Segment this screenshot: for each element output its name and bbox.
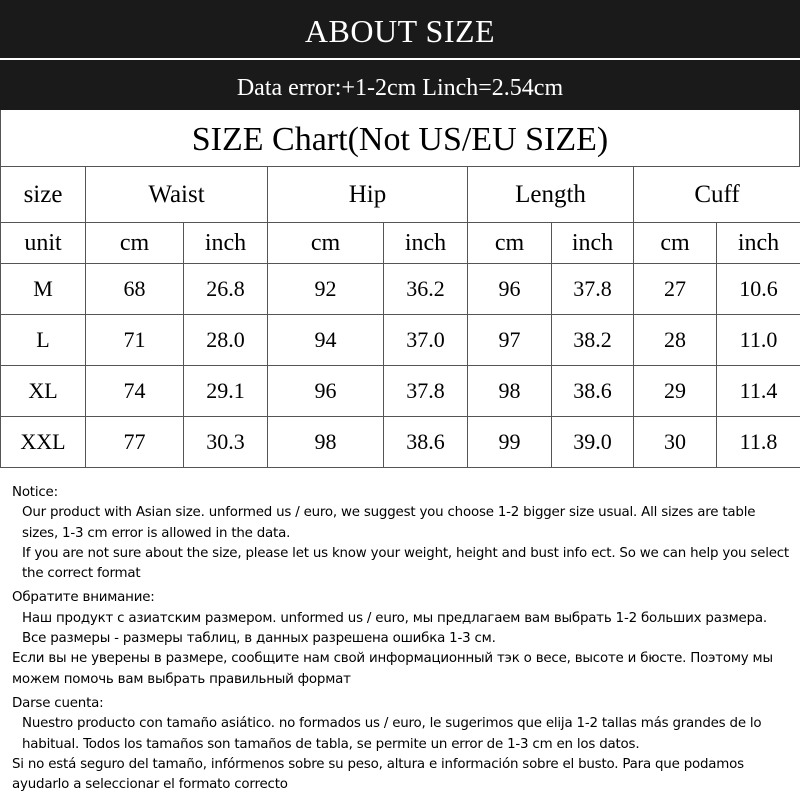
table-cell: 37.8 — [384, 366, 468, 417]
table-row — [1, 417, 800, 468]
table-cell: 36.2 — [384, 264, 468, 315]
group-header-waist: Waist — [86, 167, 268, 223]
size-column-header: size — [1, 167, 86, 223]
notice-paragraph: Our product with Asian size. unformed us / euro, we suggest you choose 1-2 bigger size usual. All sizes are table sizes, 1-3 cm error is allowed in the data. — [22, 505, 756, 541]
table-cell: 94 — [268, 315, 384, 366]
table-cell: 96 — [268, 366, 384, 417]
size-notes — [12, 483, 792, 799]
notice-russian — [12, 588, 792, 689]
banner-title: ABOUT SIZE — [0, 0, 800, 58]
table-cell: 29.1 — [184, 366, 268, 417]
table-cell: 98 — [268, 417, 384, 468]
group-header-hip: Hip — [268, 167, 468, 223]
unit-cell: cm — [268, 223, 384, 264]
notice-paragraph: If you are not sure about the size, please let us know your weight, height and bust info ect. So we can help you select the correct format — [22, 545, 789, 582]
size-label: M — [1, 264, 86, 315]
size-chart-table — [0, 166, 800, 468]
table-cell: 37.0 — [384, 315, 468, 366]
notice-heading: Обратите внимание: — [12, 590, 155, 606]
unit-label: unit — [1, 223, 86, 264]
table-cell: 99 — [468, 417, 552, 468]
size-label: XL — [1, 366, 86, 417]
banner-subtitle: Data error:+1-2cm Linch=2.54cm — [0, 60, 800, 110]
table-cell: 27 — [634, 264, 717, 315]
table-cell: 30 — [634, 417, 717, 468]
table-cell: 71 — [86, 315, 184, 366]
unit-cell: inch — [184, 223, 268, 264]
unit-cell: inch — [384, 223, 468, 264]
table-cell: 11.8 — [717, 417, 800, 468]
size-label: L — [1, 315, 86, 366]
table-cell: 97 — [468, 315, 552, 366]
table-cell: 77 — [86, 417, 184, 468]
notice-heading: Notice: — [12, 485, 58, 500]
table-cell: 11.4 — [717, 366, 800, 417]
unit-cell: cm — [634, 223, 717, 264]
table-cell: 74 — [86, 366, 184, 417]
table-cell: 11.0 — [717, 315, 800, 366]
notice-paragraph: Si no está seguro del tamaño, infórmenos sobre su peso, altura e información sobre el busto. Para que podamos ayudarlo a seleccionar el formato correcto — [12, 756, 744, 793]
chart-title: SIZE Chart(Not US/EU SIZE) — [0, 110, 800, 166]
table-header-row — [1, 167, 800, 223]
notice-paragraph: Наш продукт с азиатским размером. unformed us / euro, мы предлагаем вам выбрать 1-2 больших размера. Все размеры - размеры таблиц, в данных разрешена ошибка 1-3 см. — [22, 610, 767, 647]
unit-cell: inch — [717, 223, 800, 264]
unit-cell: cm — [86, 223, 184, 264]
table-cell: 98 — [468, 366, 552, 417]
table-cell: 28.0 — [184, 315, 268, 366]
table-cell: 38.2 — [552, 315, 634, 366]
notice-spanish — [12, 694, 792, 795]
table-cell: 38.6 — [552, 366, 634, 417]
notice-english — [12, 483, 792, 584]
unit-cell: inch — [552, 223, 634, 264]
table-cell: 29 — [634, 366, 717, 417]
table-cell: 26.8 — [184, 264, 268, 315]
unit-cell: cm — [468, 223, 552, 264]
table-cell: 10.6 — [717, 264, 800, 315]
size-label: XXL — [1, 417, 86, 468]
notice-paragraph: Если вы не уверены в размере, сообщите нам свой информационный тэк о весе, высоте и бюсте. Поэтому мы можем помочь вам выбрать правильный формат — [12, 651, 773, 687]
table-row — [1, 264, 800, 315]
table-cell: 96 — [468, 264, 552, 315]
table-cell: 38.6 — [384, 417, 468, 468]
group-header-length: Length — [468, 167, 634, 223]
table-cell: 92 — [268, 264, 384, 315]
table-row — [1, 366, 800, 417]
notice-heading: Darse cuenta: — [12, 695, 104, 711]
table-cell: 68 — [86, 264, 184, 315]
notice-paragraph: Nuestro producto con tamaño asiático. no formados us / euro, le sugerimos que elija 1-2 tallas más grandes de lo habitual. Todos los tamaños son tamaños de tabla, se permite un error de 1-3 cm en los datos. — [22, 716, 762, 752]
table-unit-row — [1, 223, 800, 264]
table-row — [1, 315, 800, 366]
table-cell: 39.0 — [552, 417, 634, 468]
table-cell: 30.3 — [184, 417, 268, 468]
table-cell: 28 — [634, 315, 717, 366]
group-header-cuff: Cuff — [634, 167, 800, 223]
table-cell: 37.8 — [552, 264, 634, 315]
